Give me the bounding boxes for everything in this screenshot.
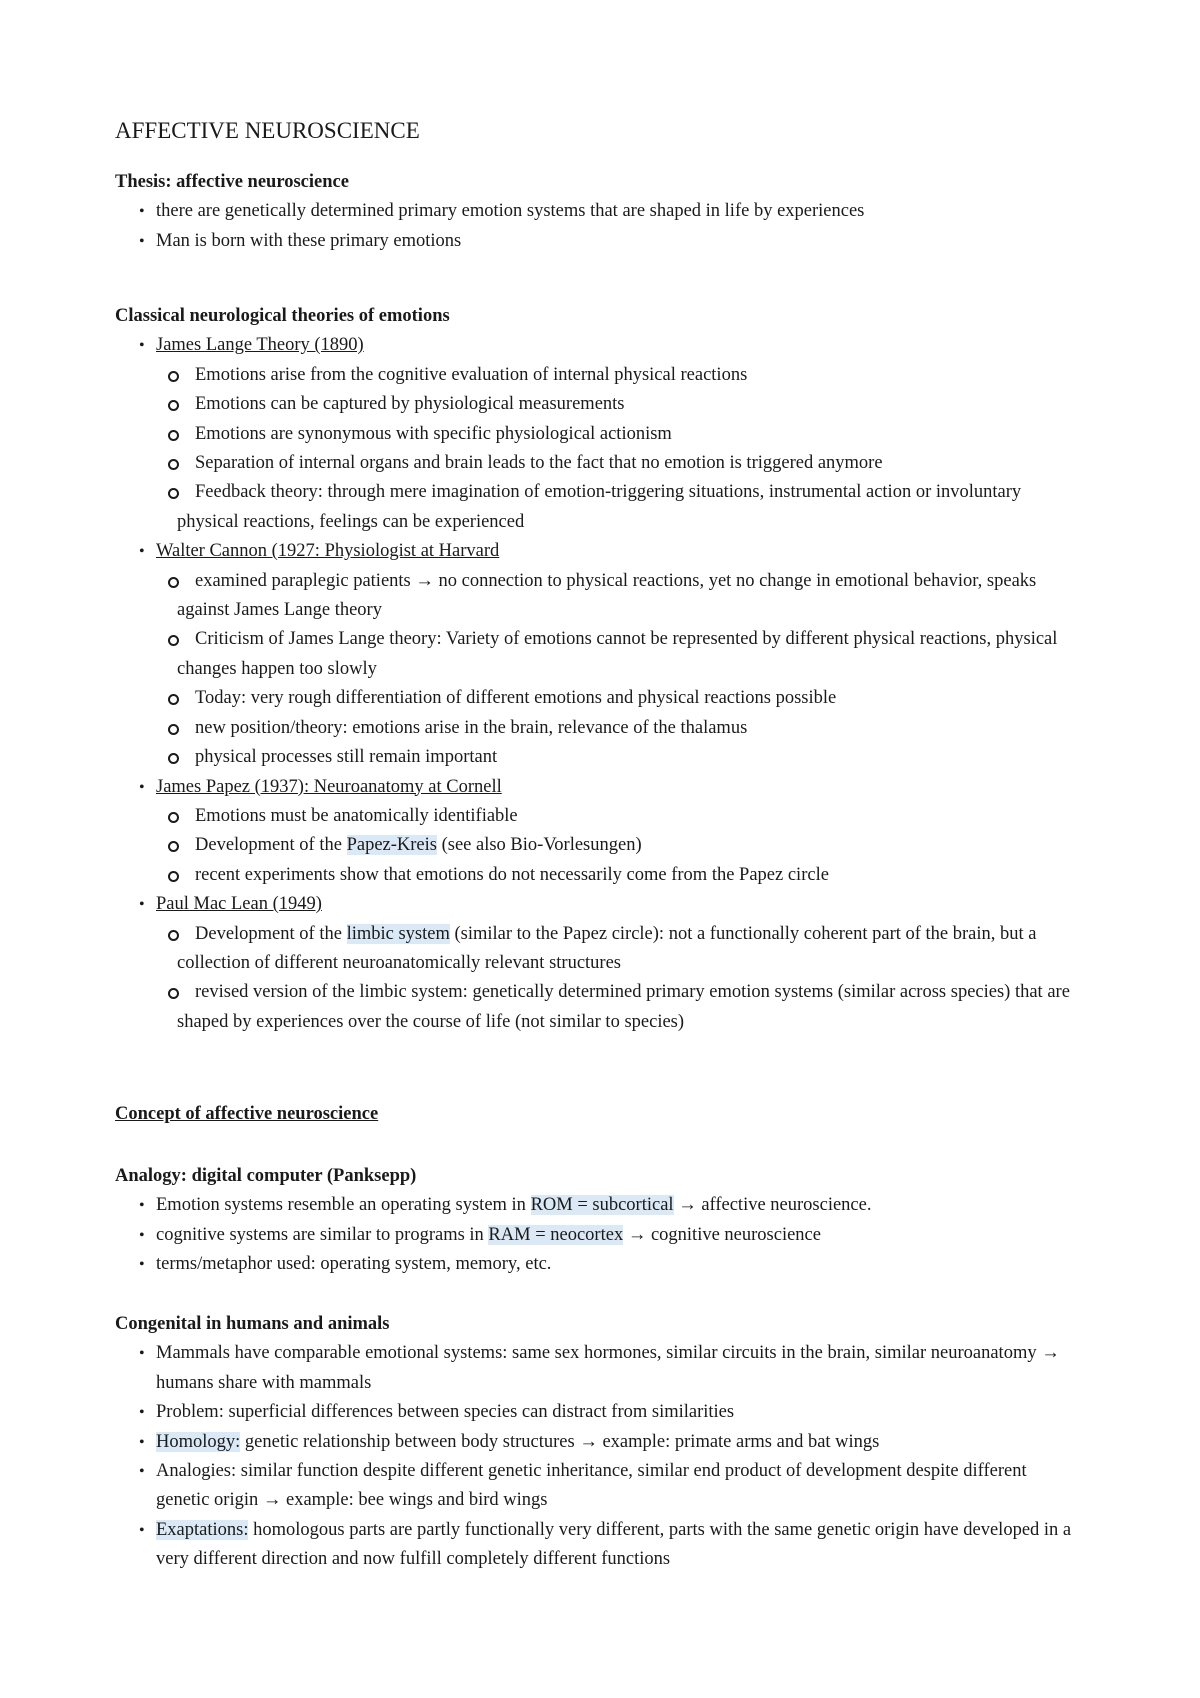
list-item xyxy=(115,831,1080,860)
text: → cognitive neuroscience xyxy=(623,1224,821,1245)
list-item: recent experiments show that emotions do not necessarily come from the Papez circle xyxy=(115,861,1080,890)
list-item: examined paraplegic patients → no connection to physical reactions, yet no change in emotional behavior, speaks against James Lange theory xyxy=(115,567,1080,626)
text: homologous parts are partly functionally very different, parts with the same genetic origin have developed in a very different direction and now fulfill completely different functions xyxy=(156,1519,1072,1570)
theory-cannon xyxy=(115,537,1080,566)
congenital-heading: Congenital in humans and animals xyxy=(115,1314,390,1334)
list-item: • there are genetically determined primary emotion systems that are shaped in life by experiences xyxy=(115,197,1080,226)
concept-section xyxy=(115,1100,1080,1129)
list-item: revised version of the limbic system: genetically determined primary emotion systems (similar across species) that are shaped by experiences over the course of life (not similar to species) xyxy=(115,978,1080,1037)
theory-papez xyxy=(115,773,1080,802)
highlighted-term: limbic system xyxy=(346,923,450,944)
list-item: physical processes still remain important xyxy=(115,743,1080,772)
classical-section xyxy=(115,302,1080,1037)
list-item xyxy=(115,1221,1080,1250)
text: (see also Bio-Vorlesungen) xyxy=(436,835,642,856)
document-title: AFFECTIVE NEUROSCIENCE xyxy=(115,118,420,143)
text: (similar to the Papez circle): not a functionally coherent part of the brain, but a collection of different neuroanatomically relevant structures xyxy=(177,923,1037,973)
list-item: • Analogies: similar function despite different genetic inheritance, similar end product of development despite different genetic origin → example: bee wings and bird wings xyxy=(115,1457,1080,1516)
list-item: Today: very rough differentiation of different emotions and physical reactions possible xyxy=(115,684,1080,713)
list-item: Emotions arise from the cognitive evaluation of internal physical reactions xyxy=(115,361,1080,390)
list-item: Emotions must be anatomically identifiable xyxy=(115,802,1080,831)
list-item: Separation of internal organs and brain leads to the fact that no emotion is triggered anymore xyxy=(115,449,1080,478)
text: cognitive systems are similar to programs in xyxy=(156,1224,489,1245)
analogy-heading: Analogy: digital computer (Panksepp) xyxy=(115,1166,417,1186)
list-item: • Mammals have comparable emotional systems: same sex hormones, similar circuits in the brain, similar neuroanatomy → humans share with mammals xyxy=(115,1339,1080,1398)
congenital-section xyxy=(115,1310,1080,1575)
list-item: Criticism of James Lange theory: Variety of emotions cannot be represented by different physical reactions, physical changes happen too slowly xyxy=(115,625,1080,684)
text: genetic relationship between body structures → example: primate arms and bat wings xyxy=(240,1431,880,1452)
theory-label: James Lange Theory (1890) xyxy=(156,335,364,356)
list-item xyxy=(115,920,1080,979)
thesis-section xyxy=(115,168,1080,256)
theory-label: James Papez (1937): Neuroanatomy at Cornell xyxy=(156,776,502,797)
theory-james-lange xyxy=(115,331,1080,360)
highlighted-term: Papez-Kreis xyxy=(346,835,437,856)
highlighted-term: Exaptations: xyxy=(156,1519,249,1540)
list-item: • Man is born with these primary emotions xyxy=(115,227,1080,256)
list-item xyxy=(115,1191,1080,1220)
theory-maclean xyxy=(115,890,1080,919)
list-item xyxy=(115,1516,1080,1575)
text: Development of the xyxy=(195,923,347,944)
analogy-section xyxy=(115,1162,1080,1280)
list-item: • terms/metaphor used: operating system, memory, etc. xyxy=(115,1250,1080,1279)
highlighted-term: Homology: xyxy=(156,1431,241,1452)
concept-heading: Concept of affective neuroscience xyxy=(115,1104,379,1124)
congenital-list xyxy=(115,1339,1080,1574)
theory-label: Walter Cannon (1927: Physiologist at Harvard xyxy=(156,541,500,562)
classical-heading: Classical neurological theories of emotions xyxy=(115,306,450,326)
highlighted-term: RAM = neocortex xyxy=(488,1224,624,1245)
list-item: Emotions can be captured by physiological measurements xyxy=(115,390,1080,419)
thesis-list xyxy=(115,197,1080,256)
text: Emotion systems resemble an operating system in xyxy=(156,1195,531,1216)
analogy-list xyxy=(115,1191,1080,1279)
list-item: • Problem: superficial differences between species can distract from similarities xyxy=(115,1398,1080,1427)
list-item: Emotions are synonymous with specific physiological actionism xyxy=(115,420,1080,449)
text: → affective neuroscience. xyxy=(673,1195,872,1216)
text: Development of the xyxy=(195,835,347,856)
theory-label: Paul Mac Lean (1949) xyxy=(156,894,322,915)
list-item: Feedback theory: through mere imagination of emotion-triggering situations, instrumental action or involuntary physical reactions, feelings can be experienced xyxy=(115,478,1080,537)
list-item xyxy=(115,1428,1080,1457)
thesis-heading: Thesis: affective neuroscience xyxy=(115,172,349,192)
highlighted-term: ROM = subcortical xyxy=(530,1195,674,1216)
classical-list xyxy=(115,331,1080,1037)
list-item: new position/theory: emotions arise in the brain, relevance of the thalamus xyxy=(115,714,1080,743)
